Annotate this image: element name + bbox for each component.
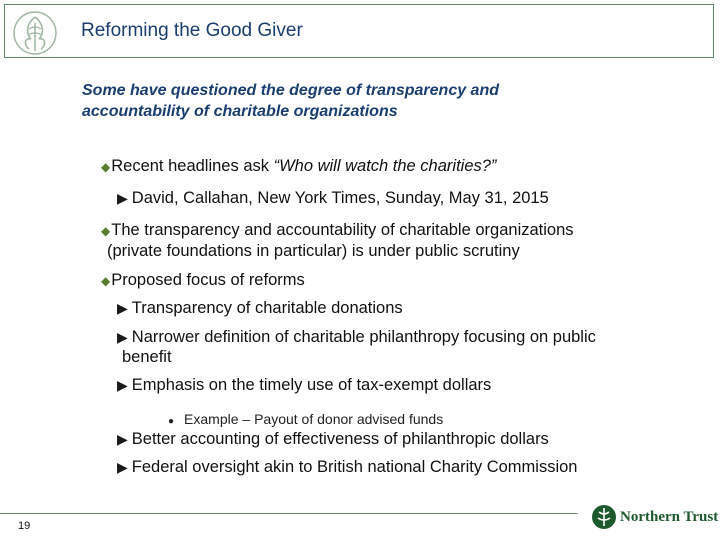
triangle-bullet-icon: ▶ [117,377,128,393]
diamond-bullet-icon: ◆ [101,160,111,174]
list-item: ◆Recent headlines ask “Who will watch the charities?” [101,157,497,175]
list-item: ▶ David, Callahan, New York Times, Sunday, May 31, 2015 [117,189,549,207]
list-item: ◆The transparency and accountability of charitable organizations [101,221,574,239]
list-item: ▶ Transparency of charitable donations [117,299,403,317]
list-item: ▶ Narrower definition of charitable philanthropy focusing on public [117,328,596,346]
northern-trust-seal-icon [11,9,59,57]
slide-subtitle: Some have questioned the degree of transparency and accountability of charitable organizations [82,82,499,120]
page-title: Reforming the Good Giver [81,20,303,41]
list-item: ▶ Emphasis on the timely use of tax-exempt dollars [117,376,492,394]
list-item: ▶ Better accounting of effectiveness of philanthropic dollars [117,430,549,448]
diamond-bullet-icon: ◆ [101,224,111,238]
triangle-bullet-icon: ▶ [117,459,128,475]
triangle-bullet-icon: ▶ [117,431,128,447]
triangle-bullet-icon: ▶ [117,190,128,206]
list-item-continuation: (private foundations in particular) is under public scrutiny [107,242,520,260]
header-frame [4,4,714,58]
list-item: ◆Proposed focus of reforms [101,271,305,289]
list-item: ▶ Federal oversight akin to British national Charity Commission [117,458,578,476]
northern-trust-emblem-icon [590,503,618,531]
list-item: ● Example – Payout of donor advised funds [168,411,444,427]
list-item-continuation: benefit [122,348,172,366]
triangle-bullet-icon: ▶ [117,329,128,345]
dot-bullet-icon: ● [168,416,175,427]
brand-name: Northern Trust [620,509,719,525]
page-number: 19 [18,520,31,532]
northern-trust-logo [590,503,719,533]
triangle-bullet-icon: ▶ [117,300,128,316]
footer-rule [0,513,578,514]
diamond-bullet-icon: ◆ [101,274,111,288]
